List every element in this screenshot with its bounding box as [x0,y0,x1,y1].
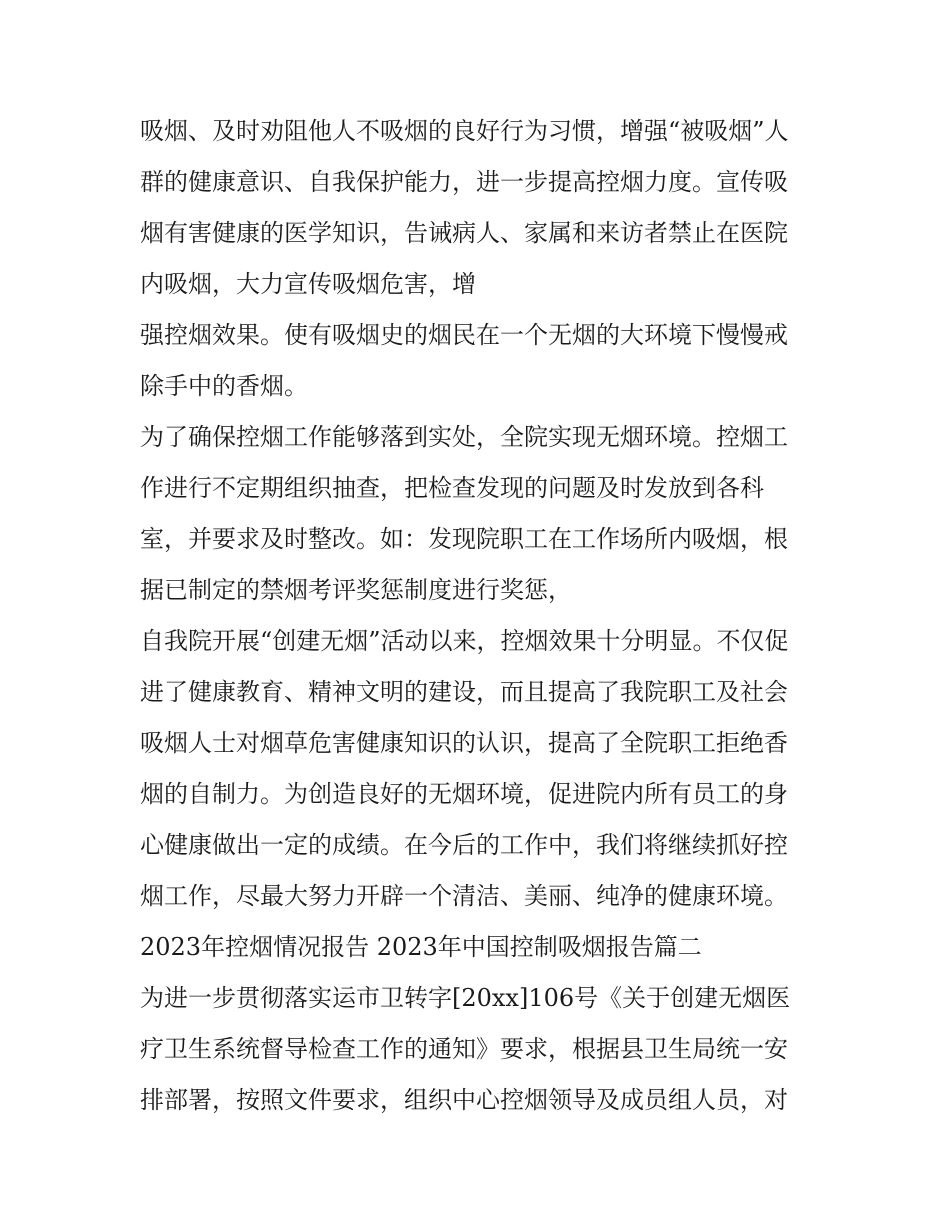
text-line: 除手中的香烟。 [140,372,308,400]
text-line: 烟有害健康的医学知识，告诫病人、家属和来访者禁止在医院 [140,219,788,247]
text-line: 内吸烟，大力宣传吸烟危害，增 [140,270,476,298]
section-heading: 2023年控烟情况报告 2023年中国控制吸烟报告篇二 [140,933,702,961]
text-line: 吸烟、及时劝阻他人不吸烟的良好行为习惯，增强“被吸烟”人 [140,117,789,145]
text-line: 为了确保控烟工作能够落到实处，全院实现无烟环境。控烟工 [140,423,788,451]
text-line: 心健康做出一定的成绩。在今后的工作中，我们将继续抓好控 [140,831,788,859]
text-line: 烟工作，尽最大努力开辟一个清洁、美丽、纯净的健康环境。 [140,882,788,910]
text-line: 烟的自制力。为创造良好的无烟环境，促进院内所有员工的身 [140,780,788,808]
text-line: 为进一步贯彻落实运市卫转字[20xx]106号《关于创建无烟医 [140,984,791,1012]
text-line: 吸烟人士对烟草危害健康知识的认识，提高了全院职工拒绝香 [140,729,788,757]
text-line: 进了健康教育、精神文明的建设，而且提高了我院职工及社会 [140,678,788,706]
text-line: 排部署，按照文件要求，组织中心控烟领导及成员组人员，对 [140,1086,788,1114]
text-line: 自我院开展“创建无烟”活动以来，控烟效果十分明显。不仅促 [140,627,789,655]
text-line: 疗卫生系统督导检查工作的通知》要求，根据县卫生局统一安 [140,1035,788,1063]
text-line: 群的健康意识、自我保护能力，进一步提高控烟力度。宣传吸 [140,168,788,196]
document-body [140,106,815,1126]
text-line: 据已制定的禁烟考评奖惩制度进行奖惩， [140,576,572,604]
text-line: 室，并要求及时整改。如：发现院职工在工作场所内吸烟，根 [140,525,788,553]
text-line: 强控烟效果。使有吸烟史的烟民在一个无烟的大环境下慢慢戒 [140,321,788,349]
text-line: 作进行不定期组织抽查，把检查发现的问题及时发放到各科 [140,474,764,502]
